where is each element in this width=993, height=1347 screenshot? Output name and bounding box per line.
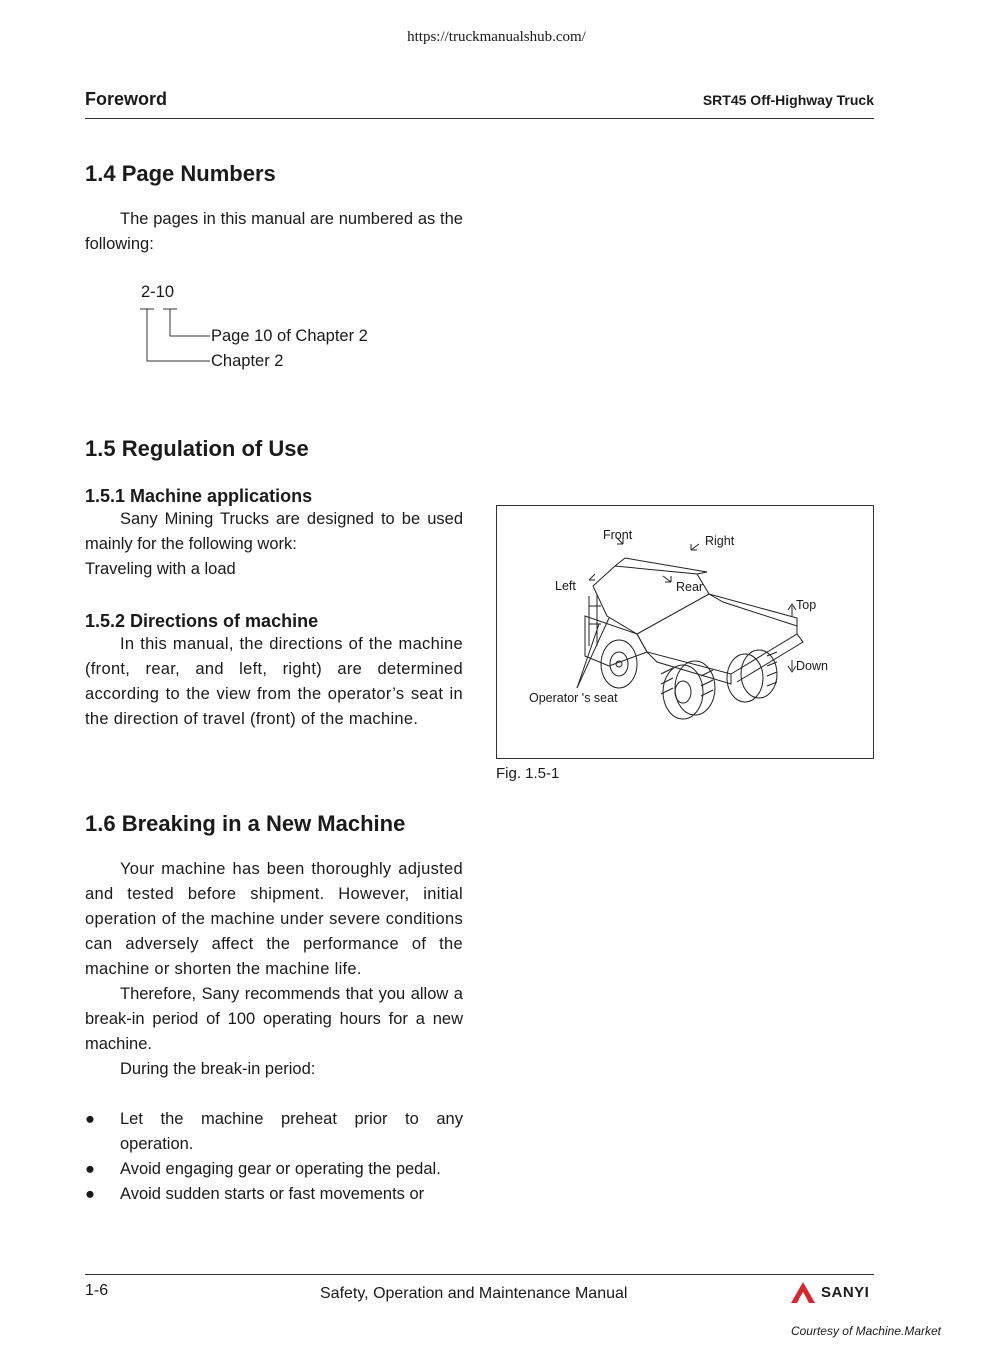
section-1-5-2-title: 1.5.2 Directions of machine	[85, 611, 319, 631]
application-item: Traveling with a load	[85, 560, 236, 578]
section-1-6-title: 1.6 Breaking in a New Machine	[85, 811, 406, 836]
header-manual-title: SRT45 Off-Highway Truck	[702, 92, 874, 108]
page-label: Page 10 of Chapter 2	[211, 327, 368, 345]
section-1-5-title: 1.5 Regulation of Use	[85, 436, 309, 461]
section-1-5-1-text: Sany Mining Trucks are designed to be used mainly for the following work: Traveling with a load	[85, 507, 463, 582]
header-section-title: Foreword	[85, 89, 168, 109]
section-1-5-1-title: 1.5.1 Machine applications	[85, 486, 313, 506]
truck-illustration	[497, 506, 873, 758]
label-down: Down	[796, 659, 828, 673]
page-number: 1-6	[85, 1282, 109, 1299]
paragraph-1: Your machine has been thoroughly adjusted and tested before shipment. However, initial operation of the machine under severe conditions can adversely affect the performance of the machine or shorten the machine life.	[85, 860, 463, 978]
figure-truck-directions	[496, 505, 874, 759]
sany-logo-icon	[790, 1281, 816, 1305]
figure-caption: Fig. 1.5-1	[496, 765, 560, 782]
label-operator-seat: Operator 's seat	[529, 691, 618, 705]
source-url[interactable]: https://truckmanualshub.com/	[407, 29, 586, 45]
label-right: Right	[705, 534, 735, 548]
paragraph-2: Therefore, Sany recommends that you allow a break-in period of 100 operating hours for a new machine.	[85, 985, 463, 1053]
label-front: Front	[603, 528, 633, 542]
page-code: 2-10	[141, 283, 175, 301]
header-rule	[85, 118, 874, 119]
footer-title: Safety, Operation and Maintenance Manual	[320, 1285, 628, 1302]
label-left: Left	[555, 579, 576, 593]
label-top: Top	[796, 598, 817, 612]
section-1-5-2-text: In this manual, the directions of the machine (front, rear, and left, right) are determined according to the view from the operator’s seat in the direction of travel (front) of the machine.	[85, 635, 463, 728]
sany-logo-text: SANYI	[821, 1284, 870, 1301]
list-item: ● Avoid engaging gear or operating the pedal.	[85, 1160, 441, 1178]
label-rear: Rear	[676, 580, 704, 594]
footer-rule	[85, 1274, 874, 1275]
paragraph-3: During the break-in period:	[120, 1060, 316, 1078]
courtesy-note[interactable]: Courtesy of Machine.Market	[790, 1324, 941, 1338]
bracket-lines	[138, 305, 228, 395]
section-1-4-title: 1.4 Page Numbers	[85, 161, 276, 186]
chapter-label: Chapter 2	[211, 352, 284, 370]
section-1-4-text: The pages in this manual are numbered as the following:	[85, 210, 463, 253]
list-item: ● Let the machine preheat prior to any operation.	[85, 1110, 463, 1153]
section-1-6-text	[85, 857, 463, 1082]
list-item: ● Avoid sudden starts or fast movements or	[85, 1185, 425, 1203]
break-in-list	[85, 1107, 463, 1207]
